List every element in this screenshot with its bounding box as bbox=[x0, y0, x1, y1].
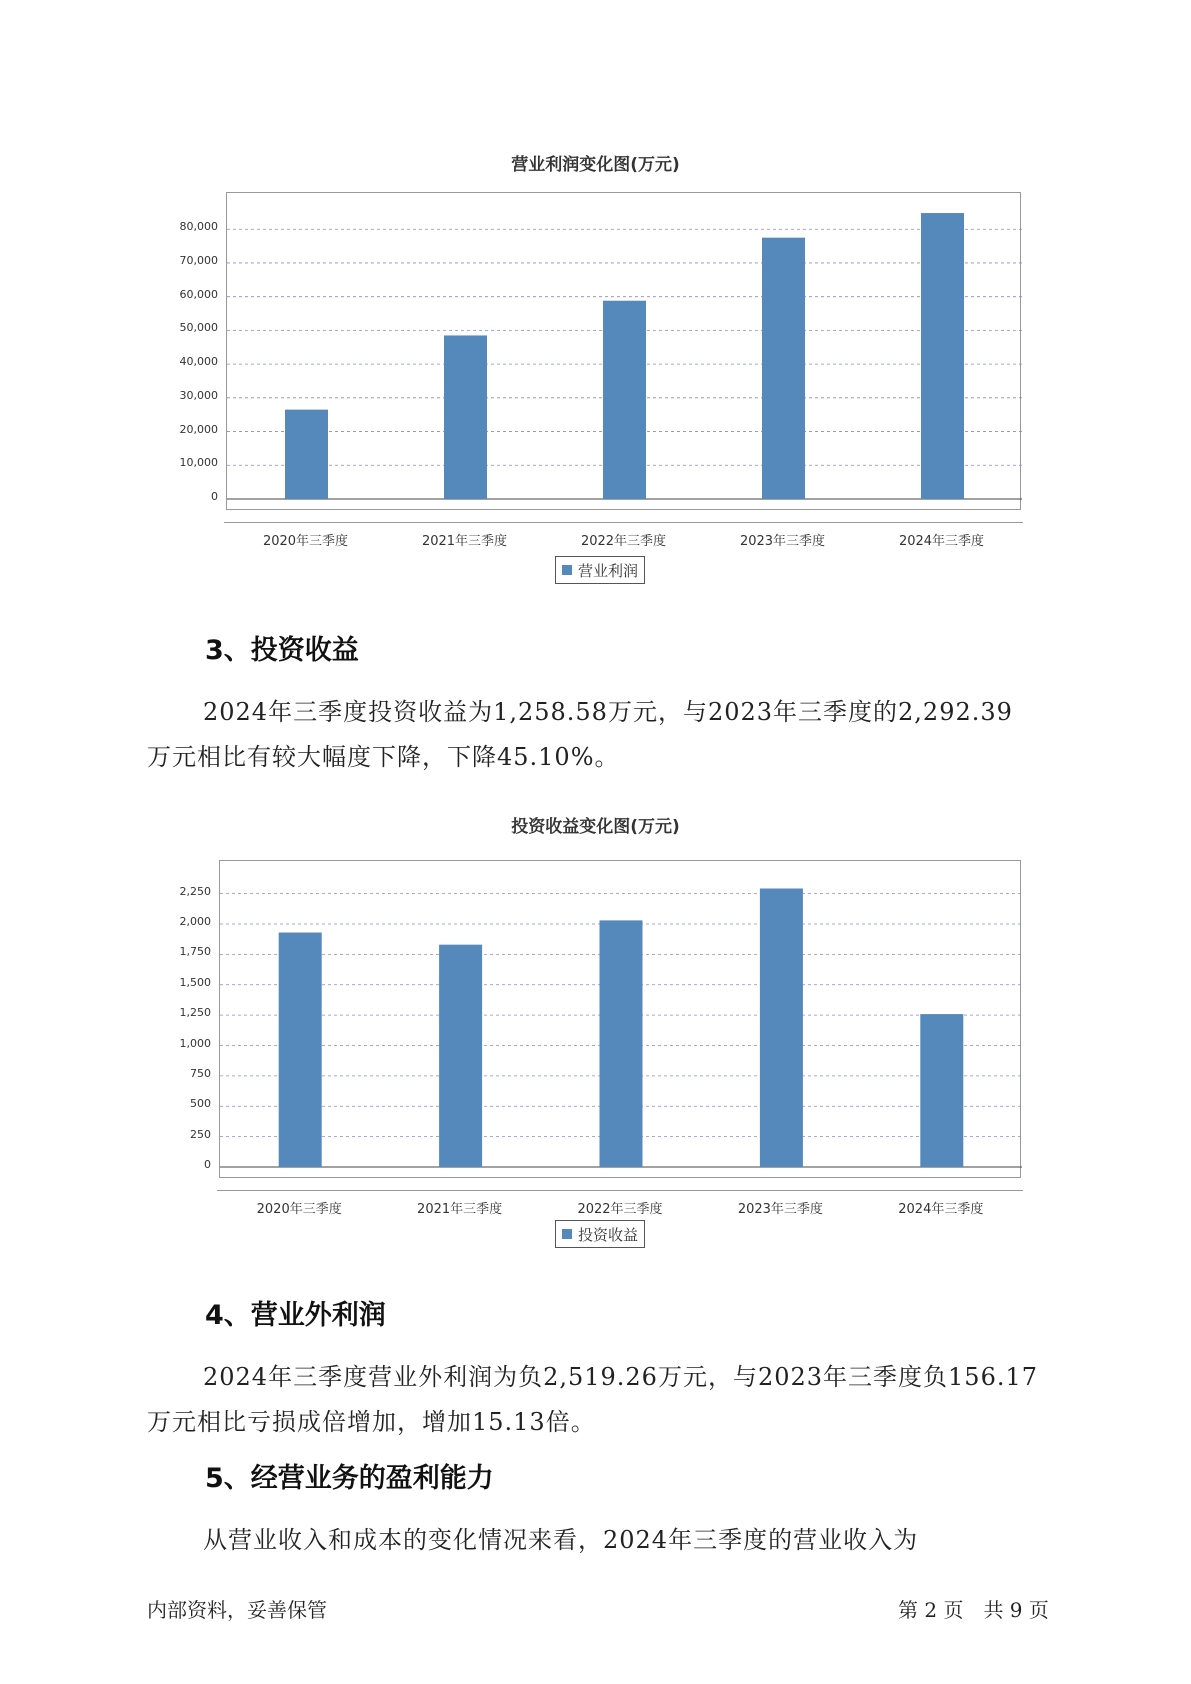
chart2-bar-3 bbox=[600, 920, 643, 1167]
chart1-xtick-label: 2021年三季度 bbox=[421, 534, 508, 549]
chart1-bar-1 bbox=[285, 410, 328, 499]
chart2-ytick-label: 250 bbox=[190, 1127, 211, 1141]
chart2-ytick-label: 500 bbox=[190, 1097, 211, 1111]
chart2-ytick-label: 1,250 bbox=[179, 1006, 211, 1020]
footer-confidential: 内部资料，妥善保管 bbox=[147, 1598, 327, 1622]
chart2-ytick-label: 1,750 bbox=[179, 945, 211, 959]
chart1-ytick-label: 50,000 bbox=[179, 321, 218, 335]
chart1-ytick-label: 10,000 bbox=[179, 456, 218, 470]
chart2-legend-label: 投资收益 bbox=[578, 1225, 639, 1244]
chart1-xtick-label: 2023年三季度 bbox=[739, 534, 826, 549]
chart1-x-axis bbox=[224, 522, 1023, 523]
chart1-ytick-label: 20,000 bbox=[179, 422, 218, 436]
chart2-ytick-label: 2,000 bbox=[179, 915, 211, 929]
section4-paragraph-line1: 2024年三季度营业外利润为负2,519.26万元，与2023年三季度负156.17 bbox=[203, 1363, 1039, 1391]
chart1-ytick-label: 70,000 bbox=[179, 253, 218, 267]
chart2-bar-5 bbox=[920, 1014, 963, 1167]
chart1-xtick-label: 2024年三季度 bbox=[898, 534, 985, 549]
chart2-legend bbox=[555, 1220, 645, 1248]
chart2-ytick-label: 1,000 bbox=[179, 1036, 211, 1050]
section4-heading: 4、营业外利润 bbox=[205, 1300, 386, 1331]
chart1-ytick-label: 0 bbox=[211, 490, 218, 503]
section3-heading: 3、投资收益 bbox=[205, 635, 359, 666]
chart2-bar-2 bbox=[439, 945, 482, 1167]
legend-swatch bbox=[562, 565, 572, 575]
chart1-ytick-label: 80,000 bbox=[179, 220, 218, 234]
chart2-xtick-label: 2023年三季度 bbox=[737, 1202, 823, 1217]
chart1-ytick-label: 30,000 bbox=[179, 388, 218, 402]
chart2-title: 投资收益变化图(万元) bbox=[511, 817, 680, 837]
section4-paragraph-line2: 万元相比亏损成倍增加，增加15.13倍。 bbox=[147, 1408, 596, 1436]
chart2-bar-4 bbox=[760, 889, 803, 1167]
chart1-xtick-label: 2022年三季度 bbox=[580, 534, 667, 549]
chart2-xtick-label: 2024年三季度 bbox=[898, 1202, 984, 1217]
chart1-bar-5 bbox=[921, 213, 964, 499]
chart2-svg bbox=[220, 861, 1022, 1179]
section3-paragraph-line1: 2024年三季度投资收益为1,258.58万元，与2023年三季度的2,292.39 bbox=[203, 698, 1013, 726]
chart2-x-axis bbox=[217, 1190, 1023, 1191]
chart1-legend-label: 营业利润 bbox=[578, 561, 639, 580]
chart2-bar-1 bbox=[279, 933, 322, 1167]
section5-paragraph-line1: 从营业收入和成本的变化情况来看，2024年三季度的营业收入为 bbox=[203, 1526, 919, 1554]
chart2-xtick-label: 2022年三季度 bbox=[577, 1202, 663, 1217]
section5-heading: 5、经营业务的盈利能力 bbox=[205, 1463, 494, 1494]
chart1-svg bbox=[227, 193, 1022, 511]
chart2-ytick-label: 2,250 bbox=[179, 884, 211, 898]
section3-paragraph-line2: 万元相比有较大幅度下降，下降45.10%。 bbox=[147, 743, 620, 771]
chart1-bar-2 bbox=[444, 335, 487, 499]
chart1-plot-area bbox=[226, 192, 1021, 510]
chart1-bar-4 bbox=[762, 238, 805, 499]
chart1-ytick-label: 60,000 bbox=[179, 287, 218, 301]
chart1-xtick-label: 2020年三季度 bbox=[262, 534, 349, 549]
chart2-xtick-label: 2020年三季度 bbox=[256, 1202, 342, 1217]
footer-page-number: 第 2 页 共 9 页 bbox=[898, 1598, 1049, 1622]
chart2-ytick-label: 750 bbox=[190, 1066, 211, 1080]
chart1-legend bbox=[555, 556, 645, 584]
chart2-plot-area bbox=[219, 860, 1021, 1178]
chart1-title: 营业利润变化图(万元) bbox=[511, 155, 680, 175]
legend-swatch bbox=[562, 1229, 572, 1239]
chart1-bar-3 bbox=[603, 301, 646, 499]
chart2-ytick-label: 0 bbox=[204, 1158, 211, 1171]
chart2-ytick-label: 1,500 bbox=[179, 975, 211, 989]
chart2-xtick-label: 2021年三季度 bbox=[417, 1202, 503, 1217]
chart1-ytick-label: 40,000 bbox=[179, 355, 218, 369]
